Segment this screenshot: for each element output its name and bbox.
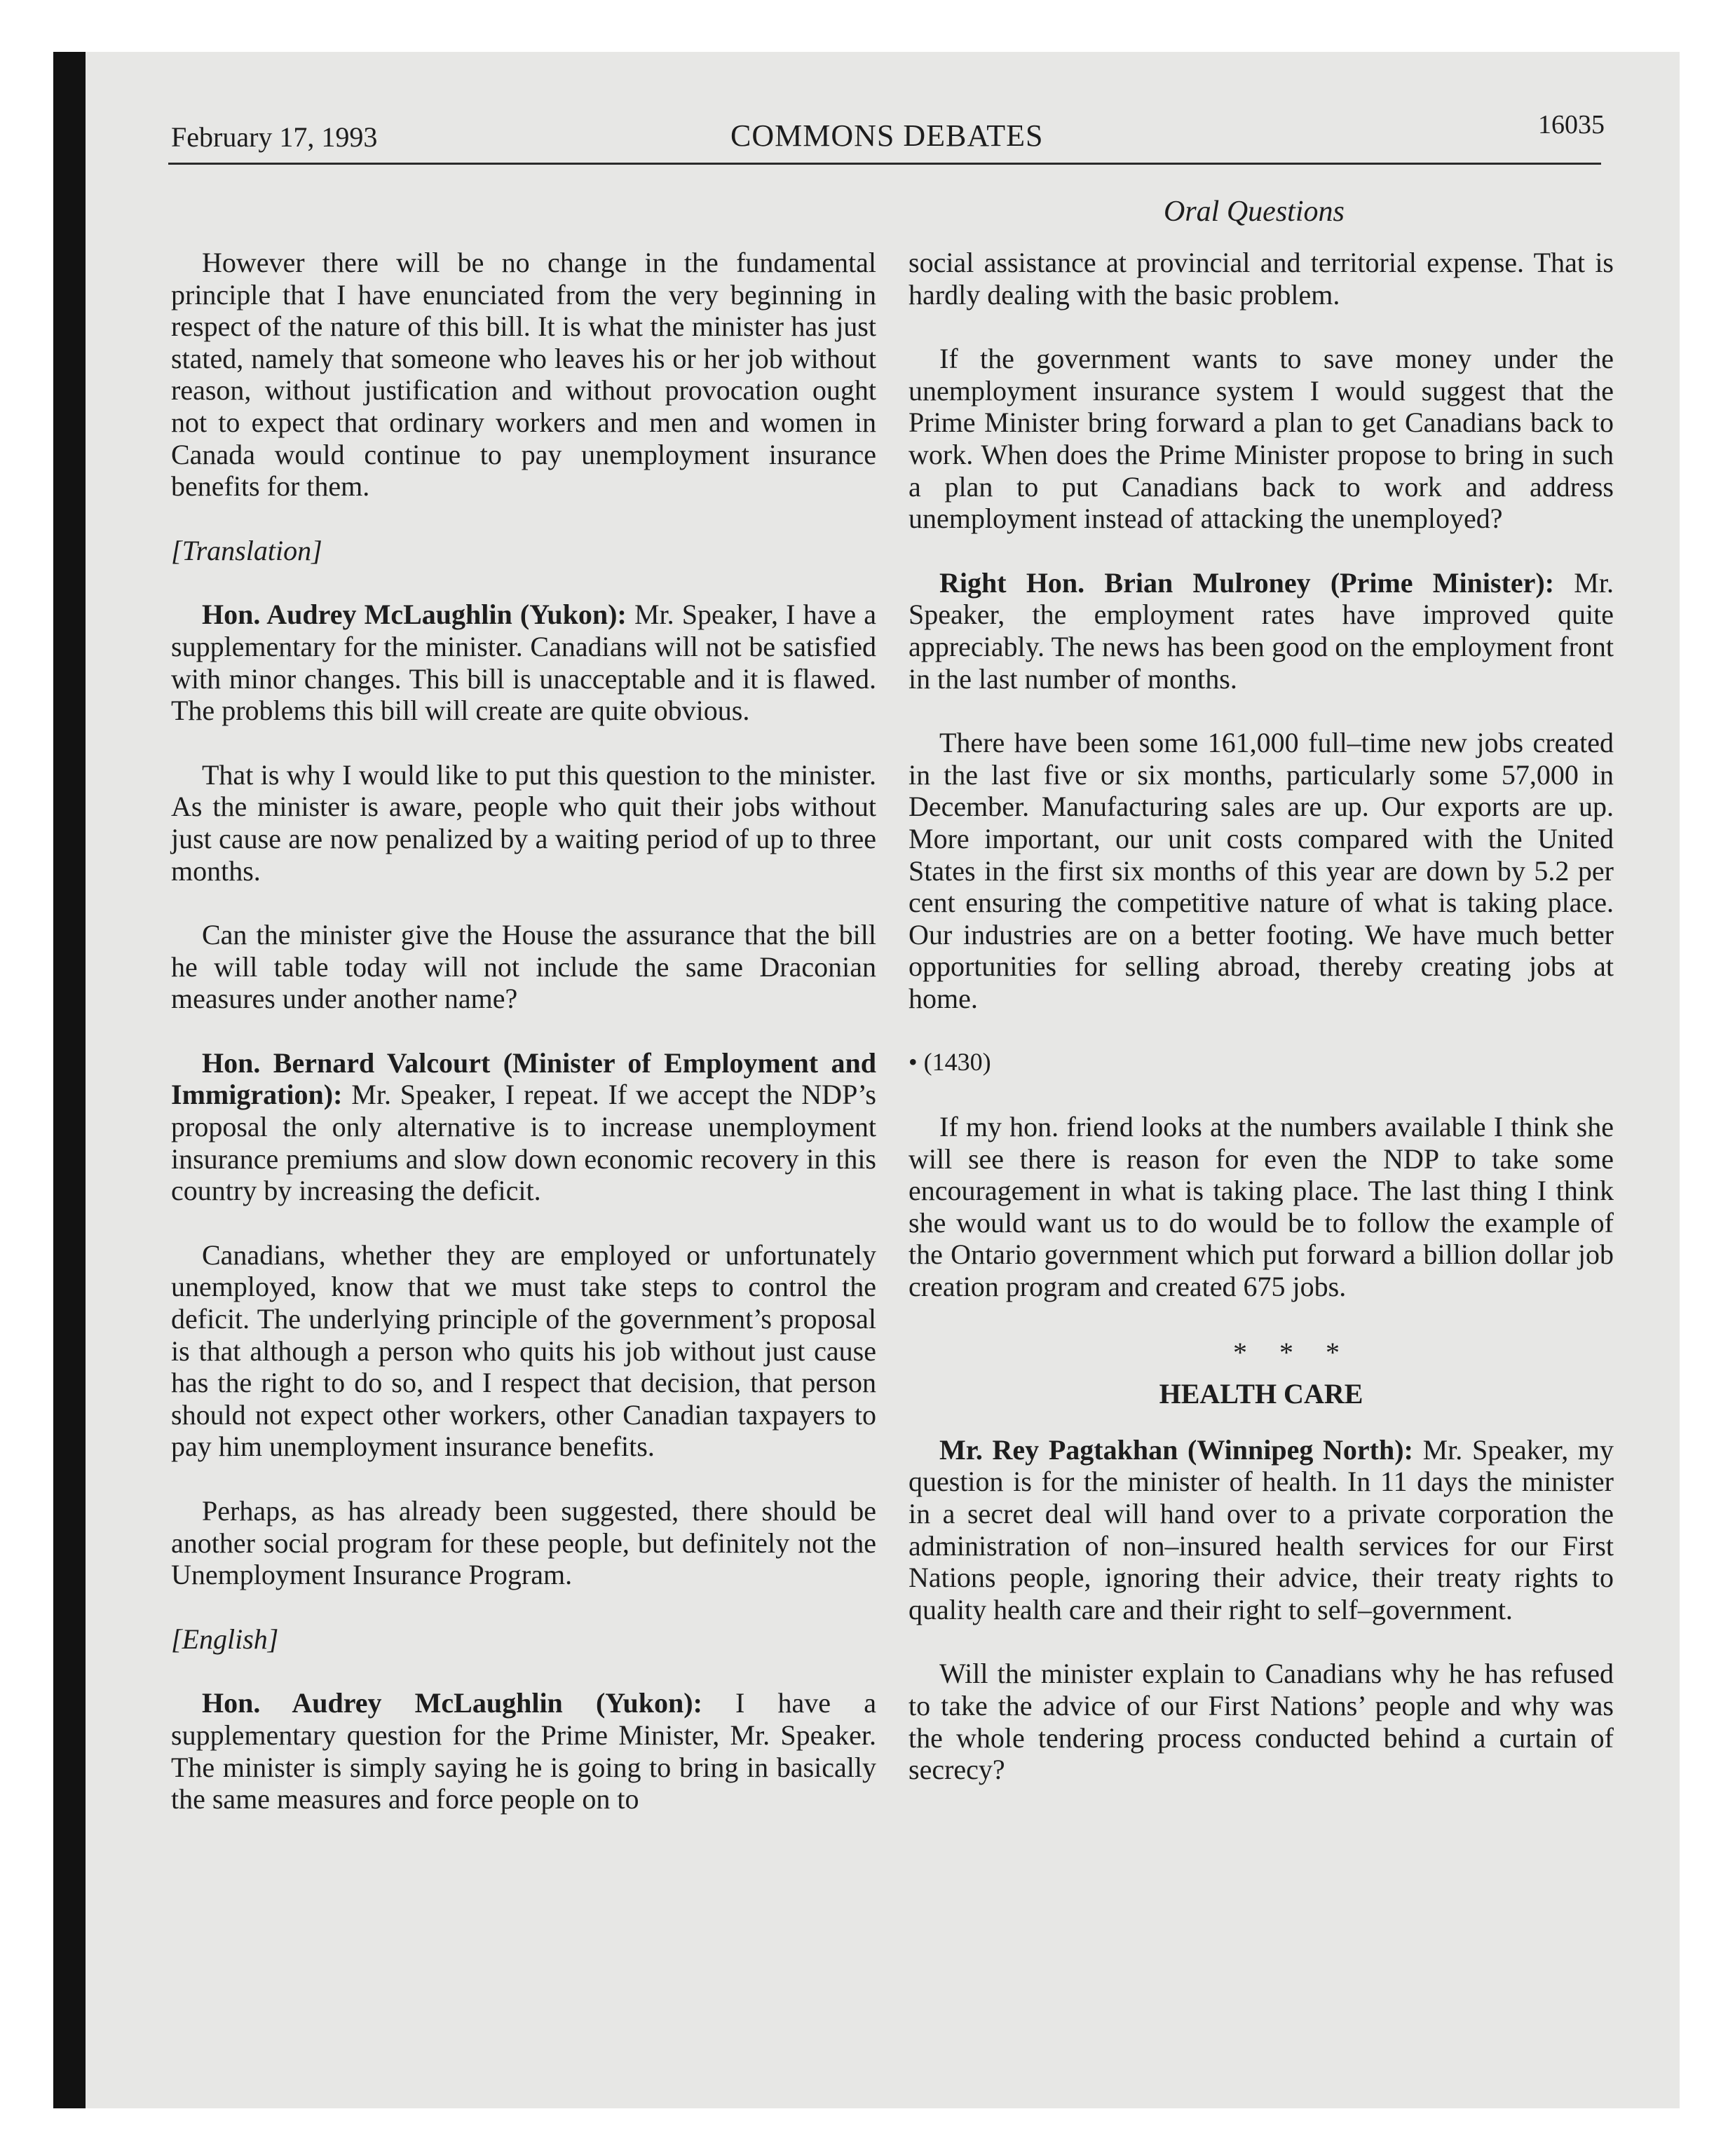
paragraph: There have been some 161,000 full–time new jobs created in the last five or six months, particularly some 57,000 in December. Manufacturing sales are up. Our exports are up. More important, our unit costs compared with the United States in the first six months of this year are down by 5.2 per cent ensuring the competitive nature of what is taking place. Our industries are on a better footing. We have much better opportunities for selling abroad, thereby creating jobs at home. (909, 727, 1614, 1014)
language-tag: [English] (171, 1623, 279, 1655)
header-rule (168, 163, 1601, 165)
speaker-paragraph (909, 1434, 1614, 1626)
header-date: February 17, 1993 (171, 121, 378, 153)
speaker-paragraph (909, 567, 1614, 695)
speaker-name: Hon. Audrey McLaughlin (Yukon): (202, 599, 627, 631)
paragraph: Perhaps, as has already been suggested, there should be another social program for these people, but definitely not the Unemployment Insurance Program. (171, 1495, 876, 1591)
section-separator: * * * (1233, 1336, 1352, 1368)
paragraph: Can the minister give the House the assurance that the bill he will table today will not include the same Draconian measures under another name? (171, 919, 876, 1015)
left-column (171, 247, 876, 1848)
paragraph: If the government wants to save money under the unemployment insurance system I would suggest that the Prime Minister bring forward a plan to get Canadians back to work. When does the Prime Minister propose to bring in such a plan to put Canadians back to work and address unemployment instead of attacking the unemployed? (909, 343, 1614, 535)
header-title: COMMONS DEBATES (730, 118, 1044, 153)
paragraph: If my hon. friend looks at the numbers available I think she will see there is reason for even the NDP to take some encouragement in what is taking place. The last thing I think she would want us to do would be to follow the example of the Ontario government which put forward a billion dollar job creation program and created 675 jobs. (909, 1111, 1614, 1303)
speaker-name: Hon. Bernard Valcourt (Minister of Employment and Immigration): (171, 1046, 876, 1111)
speech-text: Mr. Speaker, I have a supplementary for the minister. Canadians will not be satisfied with minor changes. This bill is unacceptable and it is flawed. The problems this bill will create are quite obvious. (171, 599, 876, 727)
speech-text: Mr. Speaker, my question is for the minister of health. In 11 days the minister in a secret deal will hand over to a private corporation the administration of non–insured health services for our First Nations people, ignoring their advice, their treaty rights to quality health care and their right to self–government. (909, 1433, 1614, 1625)
speaker-paragraph (171, 599, 876, 726)
paragraph: However there will be no change in the fundamental principle that I have enunciated from the very beginning in respect of the nature of this bill. It is what the minister has just stated, namely that someone who leaves his or her job without reason, without justification and without provocation ought not to expect that ordinary workers and men and women in Canada would continue to pay unemployment insurance benefits for them. (171, 247, 876, 503)
paragraph: social assistance at provincial and territorial expense. That is hardly dealing with the basic problem. (909, 247, 1614, 311)
speech-text: Mr. Speaker, I repeat. If we accept the NDP’s proposal the only alternative is to increase unemployment insurance premiums and slow down economic recovery in this country by increasing the deficit. (171, 1079, 876, 1207)
speaker-name: Hon. Audrey McLaughlin (Yukon): (202, 1687, 702, 1719)
speaker-name: Mr. Rey Pagtakhan (Winnipeg North): (939, 1433, 1413, 1466)
binding-edge (53, 52, 86, 2108)
speaker-paragraph (171, 1687, 876, 1815)
speech-text: Mr. Speaker, the employment rates have improved quite appreciably. The news has been good on the employment front in the last number of months. (909, 566, 1614, 695)
page-number: 16035 (1538, 110, 1605, 139)
time-marker: • (1430) (909, 1048, 991, 1077)
paragraph: Will the minister explain to Canadians why he has refused to take the advice of our First Nations’ people and why was the whole tendering process conducted behind a curtain of secrecy? (909, 1658, 1614, 1786)
paragraph: Canadians, whether they are employed or unfortunately unemployed, know that we must take steps to control the deficit. The underlying principle of the government’s proposal is that although a person who quits his job without just cause has the right to do so, and I respect that decision, that person should not expect other workers, other Canadian taxpayers to pay him unemployment insurance benefits. (171, 1239, 876, 1463)
speaker-name: Right Hon. Brian Mulroney (Prime Minister): (939, 566, 1555, 599)
language-tag: [Translation] (171, 534, 322, 566)
right-column (909, 247, 1614, 1818)
paragraph: That is why I would like to put this question to the minister. As the minister is aware, people who quit their jobs without just cause are now penalized by a waiting period of up to three months. (171, 758, 876, 887)
topic-heading: HEALTH CARE (1159, 1378, 1363, 1410)
speech-text: I have a supplementary question for the Prime Minister, Mr. Speaker. The minister is simply saying he is going to bring in basically the same measures and force people on to (171, 1687, 876, 1815)
section-heading: Oral Questions (1164, 196, 1345, 228)
speaker-paragraph (171, 1047, 876, 1207)
